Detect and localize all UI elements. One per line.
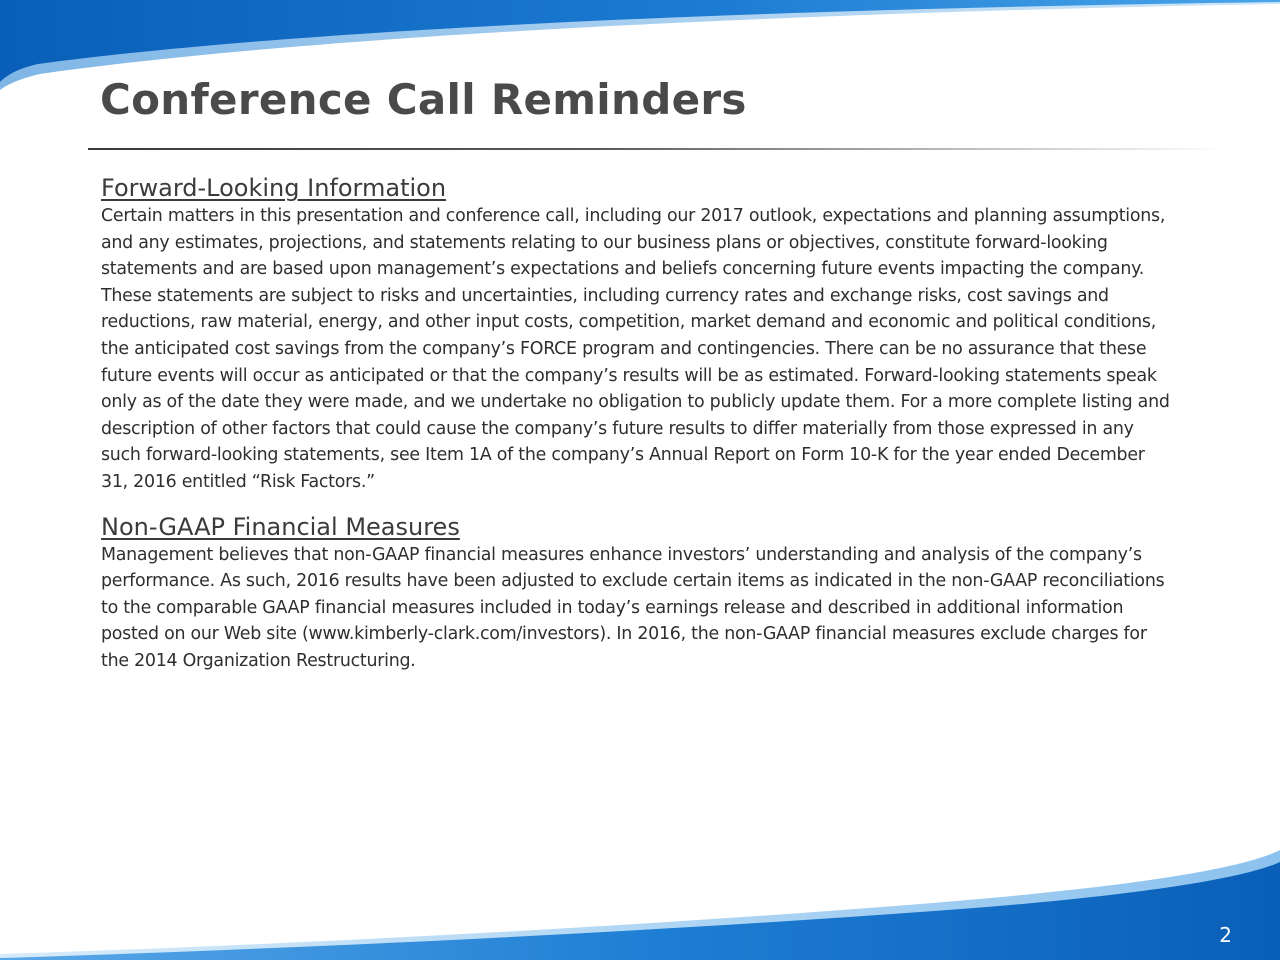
- slide-content: [101, 173, 1176, 675]
- non-gaap-heading: Non-GAAP Financial Measures: [101, 512, 460, 541]
- forward-looking-paragraph: Certain matters in this presentation and conference call, including our 2017 outlook, expectations and planning assumptions, and any estimates, projections, and statements relating to our business plans or objectives, constitute forward-looking statements and are based upon management’s expectations and beliefs concerning future events impacting the company. These statements are subject to risks and uncertainties, including currency rates and exchange risks, cost savings and reductions, raw material, energy, and other input costs, competition, market demand and economic and political conditions, the anticipated cost savings from the company’s FORCE program and contingencies. There can be no assurance that these future events will occur as anticipated or that the company’s results will be as estimated. Forward-looking statements speak only as of the date they were made, and we undertake no obligation to publicly update them. For a more complete listing and description of other factors that could cause the company’s future results to differ materially from those expressed in any such forward-looking statements, see Item 1A of the company’s Annual Report on Form 10-K for the year ended December 31, 2016 entitled “Risk Factors.”: [101, 206, 1170, 492]
- non-gaap-paragraph: Management believes that non-GAAP financial measures enhance investors’ understanding and analysis of the company’s performance. As such, 2016 results have been adjusted to exclude certain items as indicated in the non-GAAP reconciliations to the comparable GAAP financial measures included in today’s earnings release and described in additional information posted on our Web site (www.kimberly-clark.com/investors). In 2016, the non-GAAP financial measures exclude charges for the 2014 Organization Restructuring.: [101, 544, 1165, 671]
- forward-looking-section: [101, 173, 1176, 496]
- forward-looking-heading: Forward-Looking Information: [101, 174, 447, 202]
- section-spacer: [101, 496, 1176, 512]
- slide-title: Conference Call Reminders: [100, 75, 747, 124]
- page-number: 2: [1219, 923, 1232, 947]
- non-gaap-section: [101, 512, 1176, 675]
- bottom-swoosh-decoration: [0, 840, 1280, 960]
- title-divider: [88, 148, 1228, 150]
